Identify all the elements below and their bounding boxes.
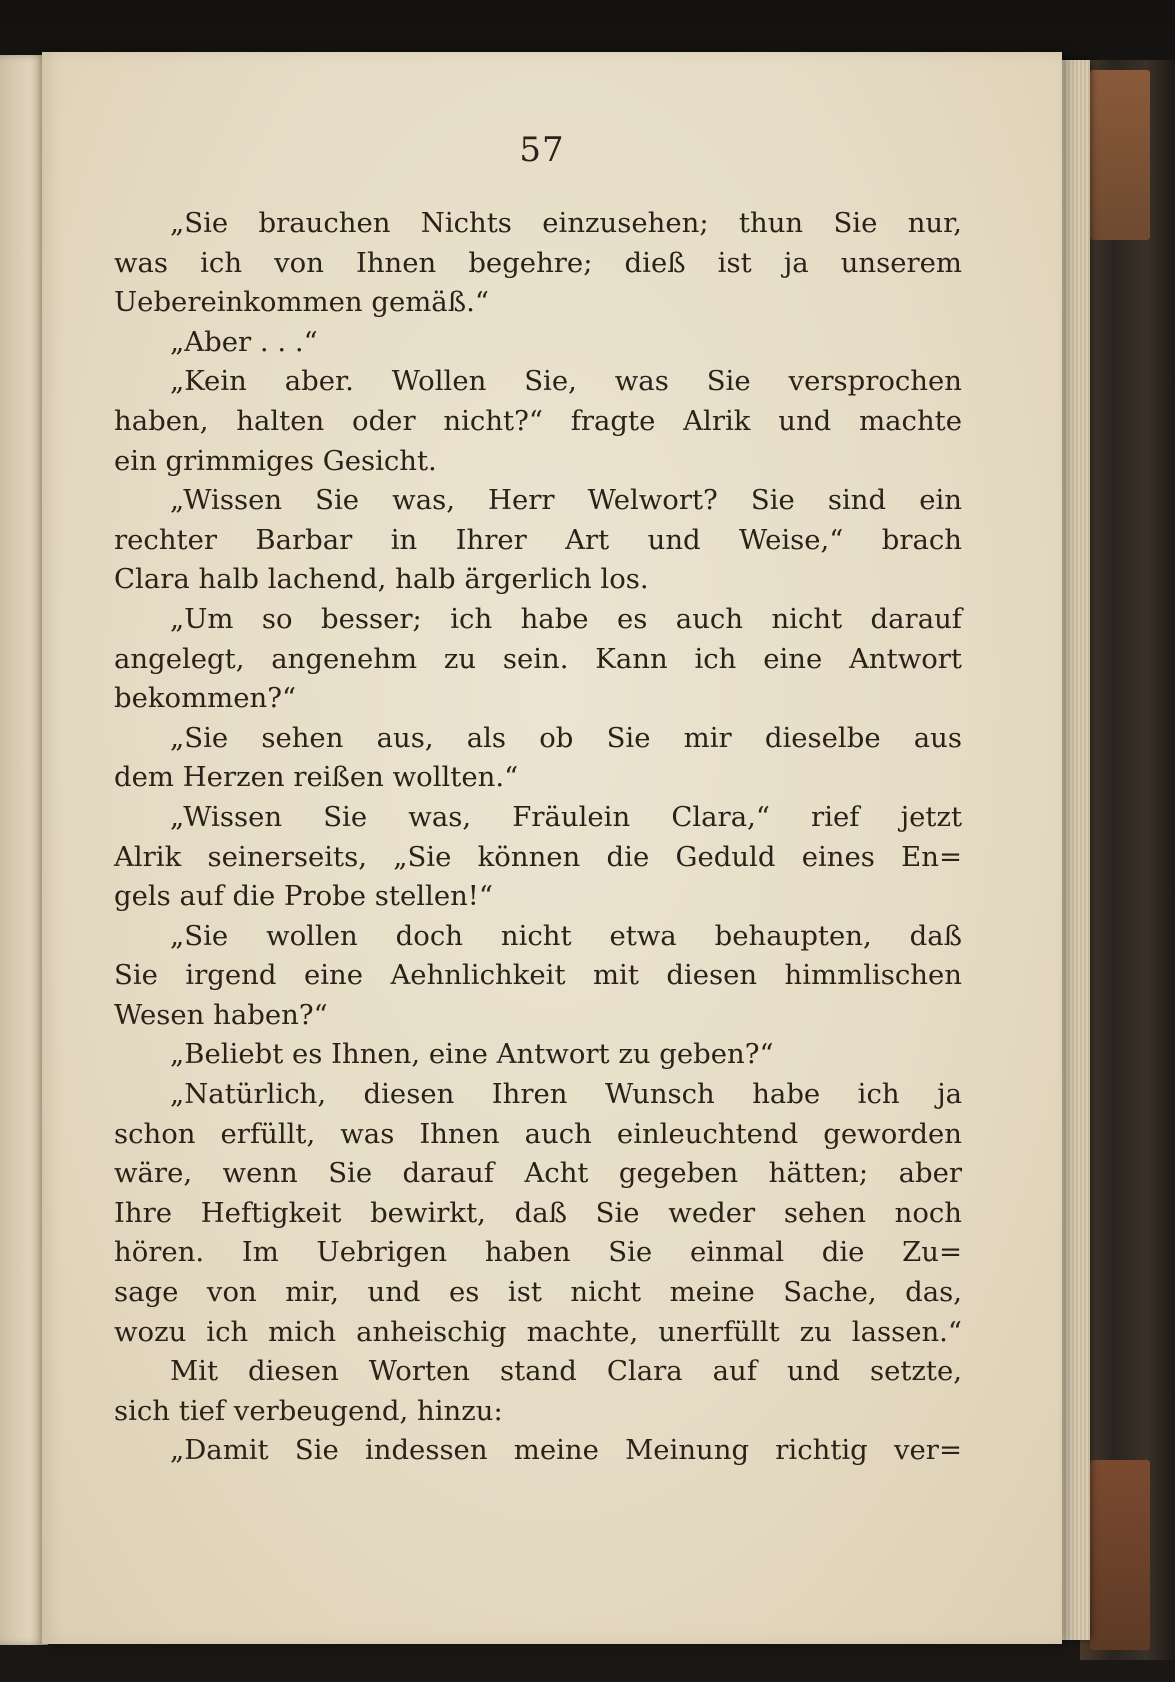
text-line: „Natürlich, diesen Ihren Wunsch habe ich ja [170,1078,962,1111]
text-line: schon erfüllt, was Ihnen auch einleuchtend geworden [114,1117,962,1150]
leather-corner-bottom [1090,1460,1150,1650]
text-line: rechter Barbar in Ihrer Art und Weise,“ brach [114,523,962,556]
text-line: sich tief verbeugend, hinzu: [114,1394,503,1427]
text-line: Sie irgend eine Aehnlichkeit mit diesen himmlischen [114,959,962,992]
text-line: Clara halb lachend, halb ärgerlich los. [114,563,649,596]
facing-page-edge [0,55,48,1645]
text-line: „Sie wollen doch nicht etwa behaupten, daß [170,919,962,952]
leather-corner-top [1090,70,1150,240]
text-line: „Wissen Sie was, Fräulein Clara,“ rief jetzt [170,800,962,833]
text-line: Ihre Heftigkeit bewirkt, daß Sie weder sehen noch [114,1196,962,1229]
text-line: haben, halten oder nicht?“ fragte Alrik und machte [114,404,962,437]
text-line: „Sie brauchen Nichts einzusehen; thun Sie nur, [170,207,962,239]
text-line: wozu ich mich anheischig machte, unerfüllt zu lassen.“ [114,1315,962,1348]
text-line: dem Herzen reißen wollten.“ [114,761,519,794]
book-page [42,52,1062,1644]
text-line: „Beliebt es Ihnen, eine Antwort zu geben?“ [170,1038,774,1071]
book-binding [1080,60,1175,1660]
page-text [114,204,962,1471]
text-line: bekommen?“ [114,682,297,715]
text-line: sage von mir, und es ist nicht meine Sache, das, [114,1276,962,1309]
text-line: Uebereinkommen gemäß.“ [114,286,489,319]
text-line: gels auf die Probe stellen!“ [114,880,493,913]
text-line: hören. Im Uebrigen haben Sie einmal die Zu= [114,1236,962,1269]
text-line: „Kein aber. Wollen Sie, was Sie versprochen [170,365,962,398]
text-line: ein grimmiges Gesicht. [114,444,437,477]
text-line: was ich von Ihnen begehre; dieß ist ja unserem [114,246,962,279]
page-number: 57 [519,130,565,170]
text-line: Alrik seinerseits, „Sie können die Geduld eines En= [114,840,962,873]
text-line: wäre, wenn Sie darauf Acht gegeben hätten; aber [114,1157,962,1190]
text-line: „Um so besser; ich habe es auch nicht darauf [170,602,962,635]
text-line: Mit diesen Worten stand Clara auf und setzte, [170,1355,962,1388]
text-line: angelegt, angenehm zu sein. Kann ich eine Antwort [114,642,962,675]
text-line: „Wissen Sie was, Herr Welwort? Sie sind ein [170,484,962,517]
text-line: „Sie sehen aus, als ob Sie mir dieselbe aus [170,721,962,754]
text-line: Wesen haben?“ [114,998,328,1031]
text-line: „Damit Sie indessen meine Meinung richtig ver= [170,1434,962,1467]
text-line: „Aber . . .“ [170,325,318,358]
